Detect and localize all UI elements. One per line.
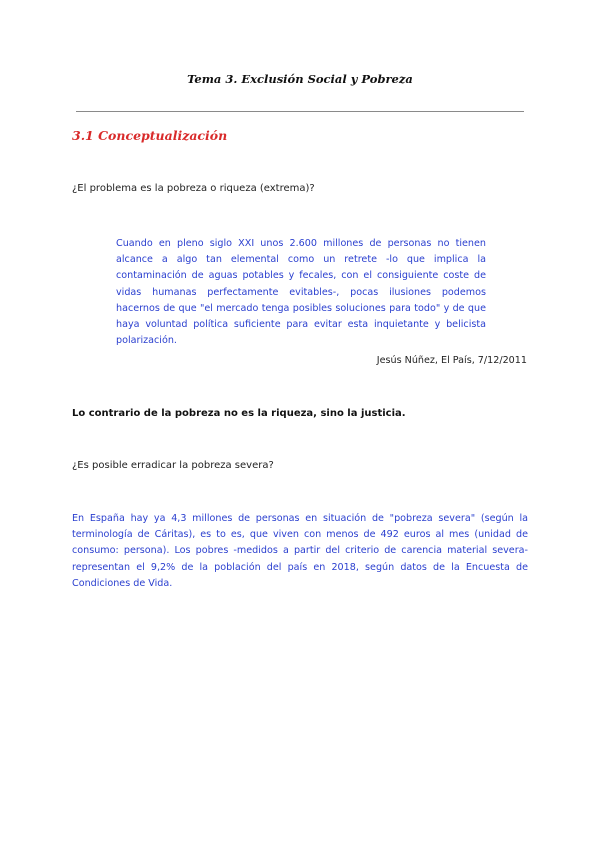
header-divider — [76, 111, 524, 112]
key-statement: Lo contrario de la pobreza no es la riqueza, sino la justicia. — [72, 408, 406, 419]
section-heading: 3.1 Conceptualización — [72, 128, 228, 143]
block-quote: Cuando en pleno siglo XXI unos 2.600 millones de personas no tienen alcance a algo tan elemental como un retrete -lo que implica la contaminación de aguas potables y fecales, con el consiguiente coste de vidas humanas perfectamente evitables-, pocas ilusiones podemos hacernos de que "el mercado tenga posibles soluciones para todo" y de que haya voluntad política suficiente para evitar esta inquietante y belicista polarización. — [116, 238, 486, 347]
quote-citation: Jesús Núñez, El País, 7/12/2011 — [376, 355, 527, 366]
body-paragraph: En España hay ya 4,3 millones de personas en situación de "pobreza severa" (según la terminología de Cáritas), es to es, que viven con menos de 492 euros al mes (unidad de consumo: persona). Los pobres -medidos a partir del criterio de carencia material severa- representan el 9,2% de la población del país en 2018, según datos de la Encuesta de Condiciones de Vida. — [72, 513, 528, 589]
question-first: ¿El problema es la pobreza o riqueza (extrema)? — [72, 183, 315, 194]
question-second: ¿Es posible erradicar la pobreza severa? — [72, 460, 274, 471]
page-header-title: Tema 3. Exclusión Social y Pobreza — [187, 72, 413, 86]
